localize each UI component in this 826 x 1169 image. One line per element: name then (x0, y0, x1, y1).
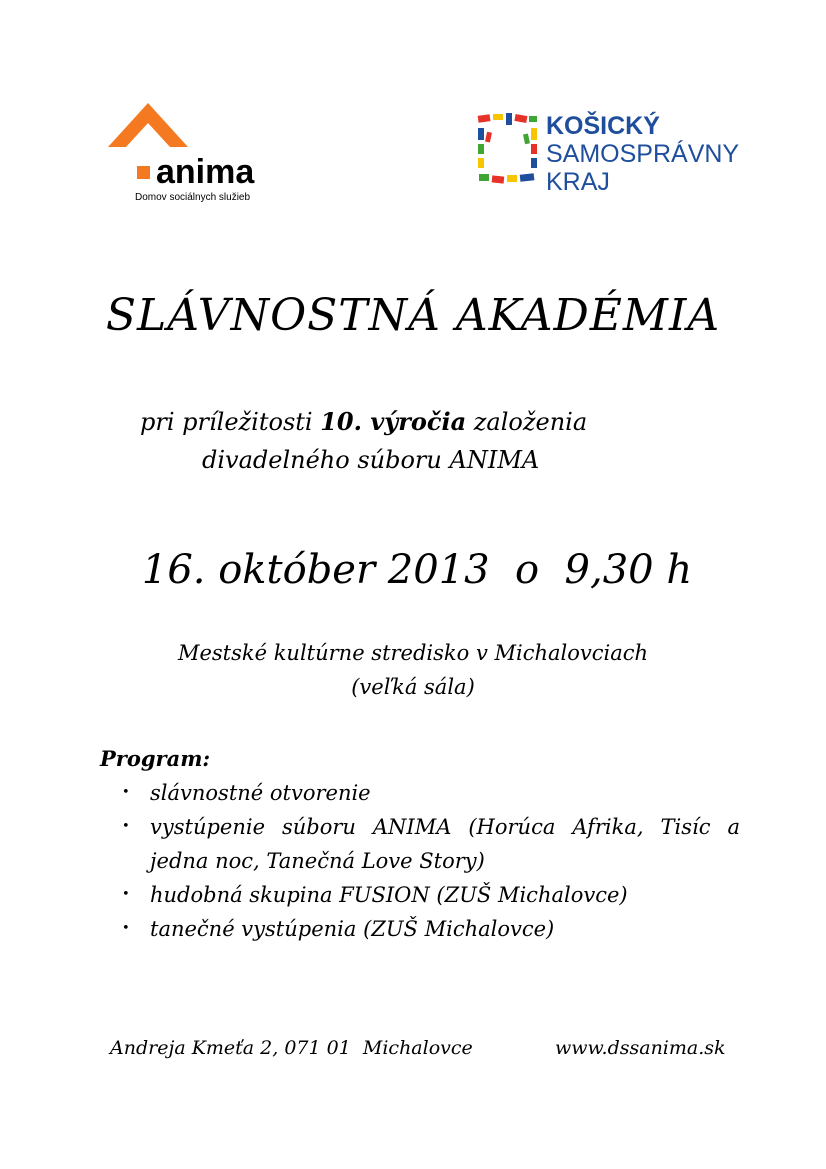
anima-logo-name: anima (156, 153, 255, 191)
program-item: • hudobná skupina FUSION (ZUŠ Michalovce) (100, 878, 740, 912)
ksk-logo (476, 112, 740, 202)
program-section (100, 742, 740, 946)
anima-logo (108, 103, 278, 203)
program-item: • vystúpenie súboru ANIMA (Horúca Afrika, Tisíc a jedna noc, Tanečná Love Story) (100, 810, 740, 878)
venue-hall: (veľká sála) (351, 675, 475, 699)
program-list (100, 776, 740, 946)
page-title: SLÁVNOSTNÁ AKADÉMIA (105, 290, 721, 341)
ensemble-name: ANIMA (449, 446, 540, 474)
ksk-logo-line3: KRAJ (546, 168, 610, 196)
ksk-emblem-icon (476, 112, 540, 190)
program-item: • slávnostné otvorenie (100, 776, 740, 810)
venue (0, 636, 826, 704)
anima-square-icon (137, 166, 150, 179)
event-date-time: 16. október 2013 o 9,30 h (141, 547, 693, 593)
ksk-logo-text (546, 112, 739, 196)
ksk-logo-line1: KOŠICKÝ (546, 112, 660, 140)
anniversary-text: 10. výročia (320, 407, 467, 436)
footer-address: Andreja Kmeťa 2, 071 01 Michalovce (110, 1037, 473, 1059)
occasion-line1-after: založenia (466, 408, 588, 436)
program-item: • tanečné vystúpenia (ZUŠ Michalovce) (100, 912, 740, 946)
occasion-text (140, 403, 780, 479)
occasion-line-2 (140, 441, 780, 479)
occasion-line2-before: divadelného súboru (202, 446, 450, 474)
occasion-line-1 (140, 403, 780, 441)
ksk-logo-line2: SAMOSPRÁVNY (546, 140, 740, 168)
venue-name: Mestské kultúrne stredisko v Michalovciach (177, 641, 649, 665)
footer-website: www.dssanima.sk (555, 1037, 726, 1059)
program-heading: Program: (100, 746, 211, 771)
occasion-line1-before: pri príležitosti (140, 408, 321, 436)
anima-logo-subtitle: Domov sociálnych služieb (135, 192, 251, 203)
